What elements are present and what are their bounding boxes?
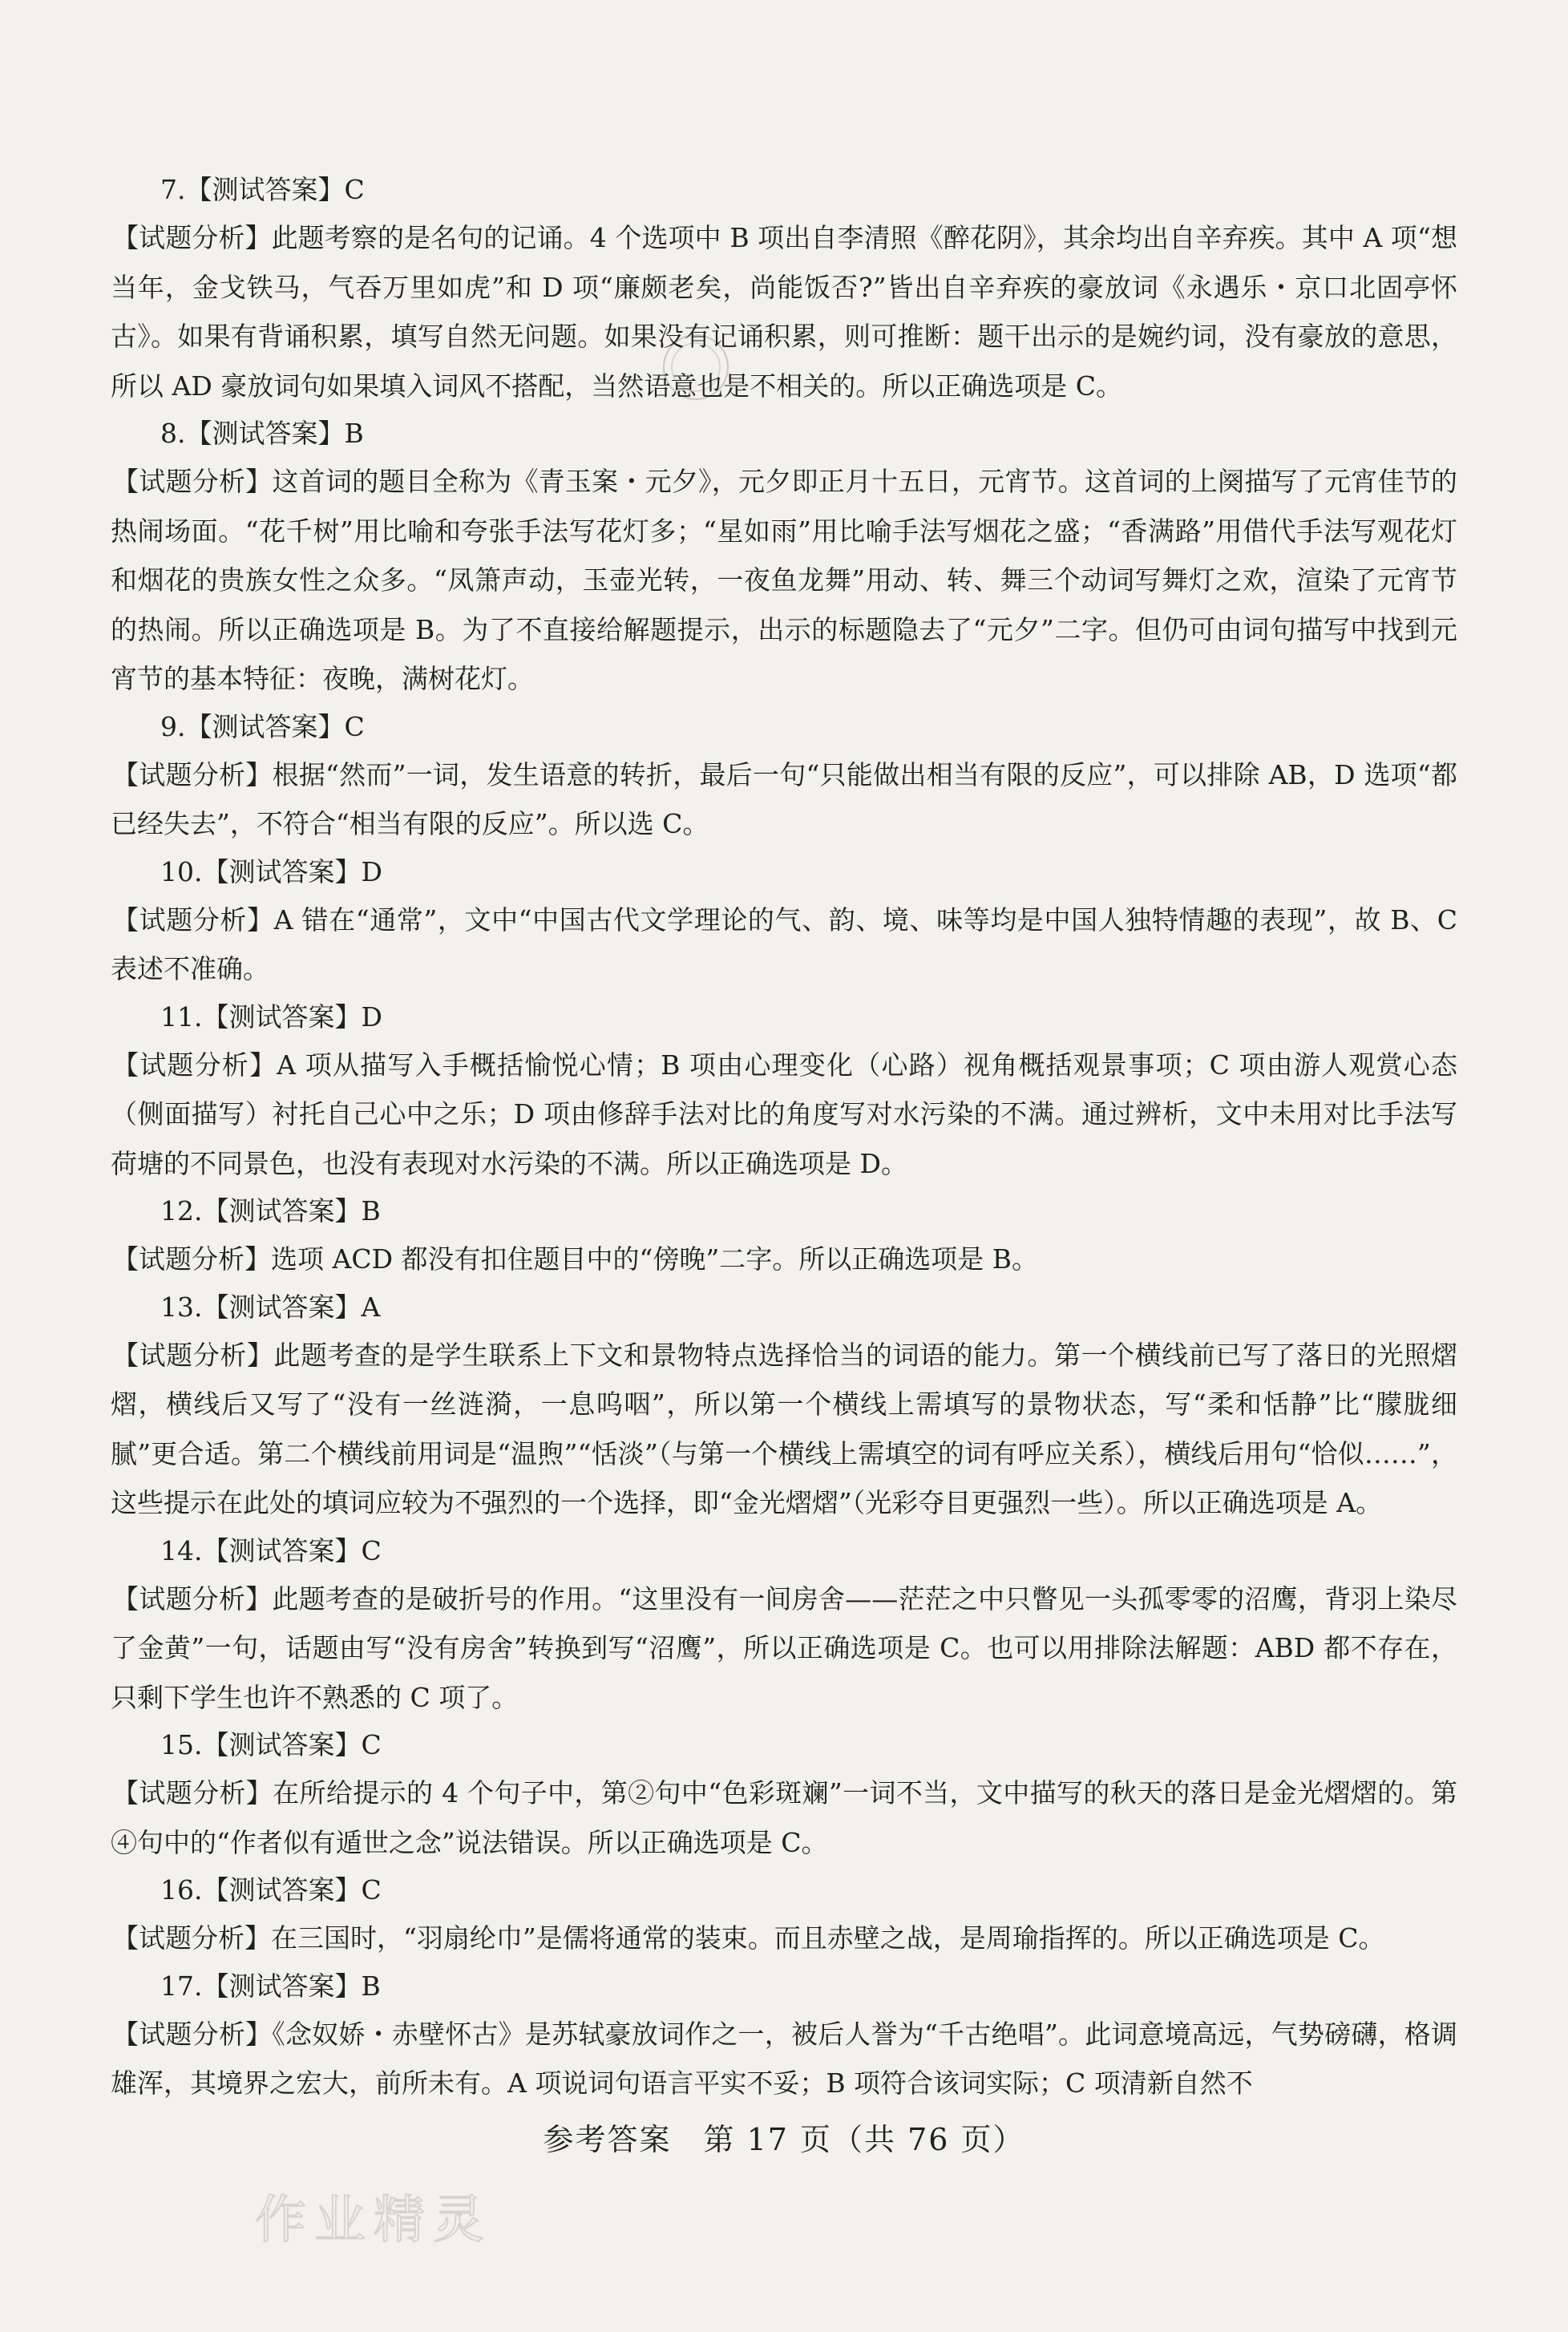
- analysis-paragraph: 【试题分析】此题考察的是名句的记诵。4 个选项中 B 项出自李清照《醉花阴》，其余均出自辛弃疾。其中 A 项“想当年，金戈铁马，气吞万里如虎”和 D 项“廉颇老矣，尚能饭否?”皆出自辛弃疾的豪放词《永遇乐・京口北固亭怀古》。如果有背诵积累，填写自然无问题。如果没有记诵积累，则可推断：题干出示的是婉约词，没有豪放的意思，所以 AD 豪放词句如果填入词风不搭配，当然语意也是不相关的。所以正确选项是 C。: [111, 222, 1457, 402]
- analysis-paragraph: 【试题分析】此题考查的是破折号的作用。“这里没有一间房舍——茫茫之中只瞥见一头孤零零的沼鹰，背羽上染尽了金黄”一句，话题由写“没有房舍”转换到写“沼鹰”，所以正确选项是 C。也可以用排除法解题：ABD 都不存在，只剩下学生也许不熟悉的 C 项了。: [111, 1582, 1457, 1713]
- answer-line: 14.【测试答案】C: [160, 1534, 382, 1566]
- entry-15: [111, 1722, 1457, 1867]
- page-footer: 参考答案 第 17 页（共 76 页）: [543, 2122, 1025, 2157]
- answer-line: 17.【测试答案】B: [160, 1970, 381, 2002]
- entry-12: [111, 1188, 1457, 1284]
- analysis-paragraph: 【试题分析】这首词的题目全称为《青玉案・元夕》，元夕即正月十五日，元宵节。这首词的上阕描写了元宵佳节的热闹场面。“花千树”用比喻和夸张手法写花灯多；“星如雨”用比喻手法写烟花之盛；“香满路”用借代手法写观花灯和烟花的贵族女性之众多。“凤箫声动，玉壶光转，一夜鱼龙舞”用动、转、舞三个动词写舞灯之欢，渲染了元宵节的热闹。所以正确选项是 B。为了不直接给解题提示，出示的标题隐去了“元夕”二字。但仍可由词句描写中找到元宵节的基本特征：夜晚，满树花灯。: [111, 466, 1457, 694]
- answer-line: 7.【测试答案】C: [160, 174, 365, 205]
- entry-16: [111, 1867, 1457, 1963]
- analysis-paragraph: 【试题分析】A 错在“通常”，文中“中国古代文学理论的气、韵、境、味等均是中国人独特情趣的表现”，故 B、C 表述不准确。: [111, 903, 1457, 984]
- entry-13: [111, 1284, 1457, 1528]
- answer-line: 15.【测试答案】C: [160, 1729, 382, 1760]
- entry-9: [111, 704, 1457, 849]
- answer-line: 10.【测试答案】D: [160, 855, 382, 887]
- entry-10: [111, 849, 1457, 994]
- analysis-paragraph: 【试题分析】根据“然而”一词，发生语意的转折，最后一句“只能做出相当有限的反应”，可以排除 AB，D 选项“都已经失去”，不符合“相当有限的反应”。所以选 C。: [111, 758, 1457, 839]
- answer-line: 13.【测试答案】A: [160, 1291, 381, 1323]
- analysis-paragraph: 【试题分析】在三国时，“羽扇纶巾”是儒将通常的装束。而且赤壁之战，是周瑜指挥的。所以正确选项是 C。: [112, 1922, 1385, 1954]
- answer-line: 9.【测试答案】C: [160, 710, 365, 742]
- answer-document: [111, 167, 1457, 2108]
- entry-14: [111, 1528, 1457, 1723]
- answer-line: 8.【测试答案】B: [160, 418, 364, 449]
- answer-line: 11.【测试答案】D: [160, 1000, 382, 1033]
- entry-7: [111, 167, 1457, 410]
- analysis-paragraph: 【试题分析】在所给提示的 4 个句子中，第②句中“色彩斑斓”一词不当，文中描写的秋天的落日是金光熠熠的。第④句中的“作者似有遁世之念”说法错误。所以正确选项是 C。: [111, 1777, 1457, 1858]
- entry-17: [111, 1963, 1457, 2108]
- analysis-paragraph: 【试题分析】《念奴娇・赤壁怀古》是苏轼豪放词作之一，被后人誉为“千古绝唱”。此词意境高远，气势磅礴，格调雄浑，其境界之宏大，前所未有。A 项说词句语言平实不妥；B 项符合该词实际；C 项清新自然不: [111, 2018, 1457, 2099]
- entry-11: [111, 994, 1457, 1189]
- entry-8: [111, 410, 1457, 704]
- analysis-paragraph: 【试题分析】此题考查的是学生联系上下文和景物特点选择恰当的词语的能力。第一个横线前已写了落日的光照熠熠，横线后又写了“没有一丝涟漪，一息呜咽”，所以第一个横线上需填写的景物状态，写“柔和恬静”比“朦胧细腻”更合适。第二个横线前用词是“温煦”“恬淡”（与第一个横线上需填空的词有呼应关系），横线后用句“恰似……”，这些提示在此处的填词应较为不强烈的一个选择，即“金光熠熠”（光彩夺目更强烈一些）。所以正确选项是 A。: [111, 1339, 1457, 1518]
- analysis-paragraph: 【试题分析】选项 ACD 都没有扣住题目中的“傍晚”二字。所以正确选项是 B。: [112, 1243, 1038, 1275]
- answer-line: 12.【测试答案】B: [160, 1195, 381, 1227]
- answer-line: 16.【测试答案】C: [160, 1874, 382, 1906]
- watermark-text: 作业精灵: [255, 2191, 492, 2250]
- analysis-paragraph: 【试题分析】A 项从描写入手概括愉悦心情；B 项由心理变化（心路）视角概括观景事项；C 项由游人观赏心态（侧面描写）衬托自己心中之乐；D 项由修辞手法对比的角度写对水污染的不满。通过辨析，文中未用对比手法写荷塘的不同景色，也没有表现对水污染的不满。所以正确选项是 D。: [111, 1049, 1457, 1179]
